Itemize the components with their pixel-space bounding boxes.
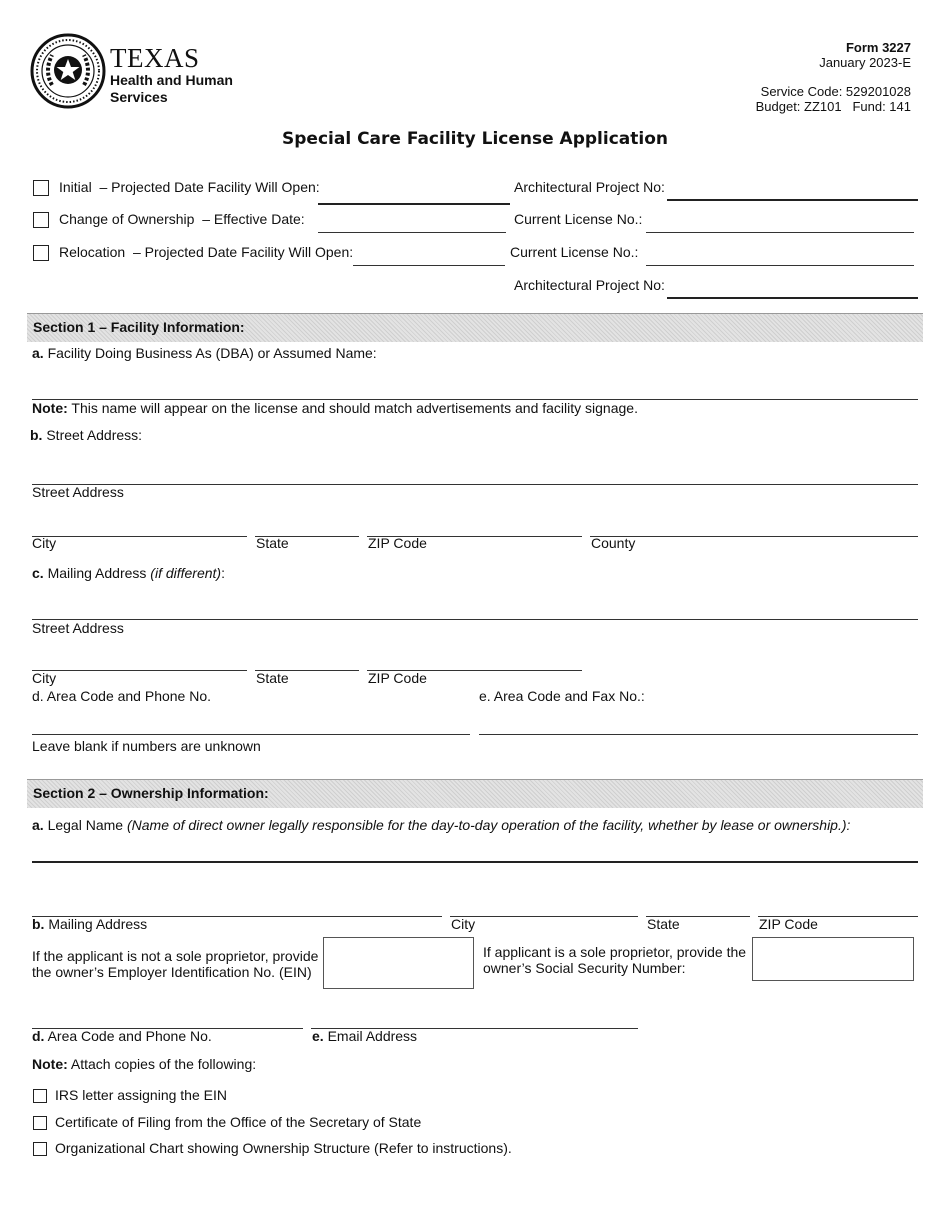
- owner-email-text: Email Address: [327, 1028, 418, 1044]
- owner-phone-caption: [32, 1028, 212, 1044]
- dba-text: Facility Doing Business As (DBA) or Assumed Name:: [47, 345, 377, 361]
- initial-detail: – Projected Date Facility Will Open:: [99, 179, 320, 195]
- agency-name-line3: Services: [110, 89, 168, 105]
- mailing-city-field[interactable]: [32, 670, 247, 671]
- section-1-header: [27, 313, 923, 342]
- street-letter: b.: [30, 427, 43, 443]
- arch-project-field-2[interactable]: [667, 297, 918, 299]
- section-2-title: Section 2 – Ownership Information:: [33, 785, 269, 801]
- dba-note-bold: Note:: [32, 400, 68, 416]
- change-of-ownership-checkbox[interactable]: [33, 212, 49, 228]
- attach-note-bold: Note:: [32, 1056, 68, 1072]
- owner-city-field[interactable]: [450, 916, 638, 917]
- relocation-date-field[interactable]: [353, 265, 505, 266]
- current-license-label-2: Current License No.:: [510, 244, 639, 260]
- county-field[interactable]: [590, 536, 918, 537]
- mailing-colon: :: [221, 565, 225, 581]
- mailing-street-field[interactable]: [32, 619, 918, 620]
- state-seal-icon: [30, 33, 106, 109]
- ein-input-box[interactable]: [323, 937, 474, 989]
- dba-note-text: This name will appear on the license and should match advertisements and facility signage.: [71, 400, 638, 416]
- legal-name-text: Legal Name: [47, 817, 124, 833]
- fund-code: Fund: 141: [852, 99, 911, 114]
- owner-mailing-text: Mailing Address: [48, 916, 148, 932]
- certificate-filing-label: Certificate of Filing from the Office of the Secretary of State: [55, 1114, 422, 1130]
- current-license-label-1: Current License No.:: [514, 211, 643, 227]
- dba-label: [32, 345, 377, 361]
- irs-letter-checkbox[interactable]: [33, 1089, 47, 1103]
- ssn-input-box[interactable]: [752, 937, 914, 981]
- relocation-type: Relocation: [59, 244, 126, 260]
- budget-code: Budget: ZZ101: [755, 99, 842, 114]
- mailing-letter: c.: [32, 565, 44, 581]
- dba-note: [32, 400, 638, 416]
- street-address-label: [30, 427, 142, 443]
- arch-project-label-1: Architectural Project No:: [514, 179, 665, 195]
- page-title: Special Care Facility License Application: [282, 129, 668, 149]
- change-type: Change of Ownership: [59, 211, 195, 227]
- section-1-title: Section 1 – Facility Information:: [33, 319, 245, 335]
- owner-phone-text: Area Code and Phone No.: [47, 1028, 212, 1044]
- ssn-instruction-1: If applicant is a sole proprietor, provide the: [483, 944, 747, 960]
- owner-state-caption: State: [647, 916, 680, 932]
- arch-project-label-2: Architectural Project No:: [514, 277, 665, 293]
- owner-email-caption: [312, 1028, 417, 1044]
- arch-project-field-1[interactable]: [667, 199, 918, 201]
- relocation-detail: – Projected Date Facility Will Open:: [132, 244, 354, 260]
- org-chart-checkbox[interactable]: [33, 1142, 47, 1156]
- fax-field[interactable]: [479, 734, 918, 735]
- owner-city-caption: City: [451, 916, 476, 932]
- current-license-field-1[interactable]: [646, 232, 914, 233]
- relocation-label: [59, 244, 353, 260]
- texas-hhs-logo: [30, 33, 233, 113]
- agency-name-line2: Health and Human: [110, 72, 233, 88]
- phone-field[interactable]: [32, 734, 470, 735]
- legal-name-letter: a.: [32, 817, 44, 833]
- form-date: January 2023-E: [819, 55, 911, 70]
- mailing-street-caption: Street Address: [32, 620, 124, 636]
- legal-name-field[interactable]: [32, 861, 918, 863]
- mailing-italic: (if different): [150, 565, 222, 581]
- change-label: [59, 211, 305, 227]
- street-text: Street Address:: [46, 427, 143, 443]
- city-caption: City: [32, 535, 57, 551]
- relocation-checkbox[interactable]: [33, 245, 49, 261]
- mailing-city-caption: City: [32, 670, 57, 686]
- form-number: Form 3227: [845, 40, 911, 55]
- budget-fund: [756, 99, 911, 114]
- ssn-instruction-2: owner’s Social Security Number:: [483, 960, 686, 976]
- initial-checkbox[interactable]: [33, 180, 49, 196]
- attach-note: [32, 1056, 256, 1072]
- mailing-zip-caption: ZIP Code: [368, 670, 427, 686]
- irs-letter-label: IRS letter assigning the EIN: [55, 1087, 227, 1103]
- initial-type: Initial: [59, 179, 92, 195]
- initial-label: [59, 179, 320, 195]
- phone-label: d. Area Code and Phone No.: [32, 688, 212, 704]
- city-field[interactable]: [32, 536, 247, 537]
- effective-date-field[interactable]: [318, 232, 506, 233]
- zip-caption: ZIP Code: [368, 535, 427, 551]
- owner-email-letter: e.: [312, 1028, 324, 1044]
- attach-note-text: Attach copies of the following:: [70, 1056, 257, 1072]
- owner-phone-letter: d.: [32, 1028, 45, 1044]
- street-address-caption: Street Address: [32, 484, 124, 500]
- fax-label: e. Area Code and Fax No.:: [479, 688, 645, 704]
- initial-date-field[interactable]: [318, 203, 510, 205]
- certificate-filing-checkbox[interactable]: [33, 1116, 47, 1130]
- mailing-state-caption: State: [256, 670, 289, 686]
- county-caption: County: [591, 535, 636, 551]
- street-address-field[interactable]: [32, 484, 918, 485]
- ein-instruction-1: If the applicant is not a sole proprietor, provide: [32, 948, 319, 964]
- mailing-address-label: [32, 565, 225, 581]
- mailing-text: Mailing Address: [47, 565, 147, 581]
- owner-mailing-letter: b.: [32, 916, 45, 932]
- service-code: Service Code: 529201028: [760, 84, 911, 99]
- current-license-field-2[interactable]: [646, 265, 914, 266]
- owner-zip-caption: ZIP Code: [759, 916, 818, 932]
- change-detail: – Effective Date:: [202, 211, 305, 227]
- phone-blank-note: Leave blank if numbers are unknown: [32, 738, 261, 754]
- section-2-header: [27, 779, 923, 808]
- dba-letter: a.: [32, 345, 44, 361]
- org-chart-label: Organizational Chart showing Ownership Structure (Refer to instructions).: [55, 1140, 512, 1156]
- legal-name-label: [32, 817, 850, 833]
- owner-mailing-caption: [32, 916, 147, 932]
- ein-instruction-2: the owner’s Employer Identification No. (EIN): [32, 964, 312, 980]
- legal-name-italic: (Name of direct owner legally responsible for the day-to-day operation of the facility, whether by lease or ownership.):: [126, 817, 851, 833]
- state-caption: State: [256, 535, 289, 551]
- agency-name-texas: TEXAS: [110, 43, 200, 73]
